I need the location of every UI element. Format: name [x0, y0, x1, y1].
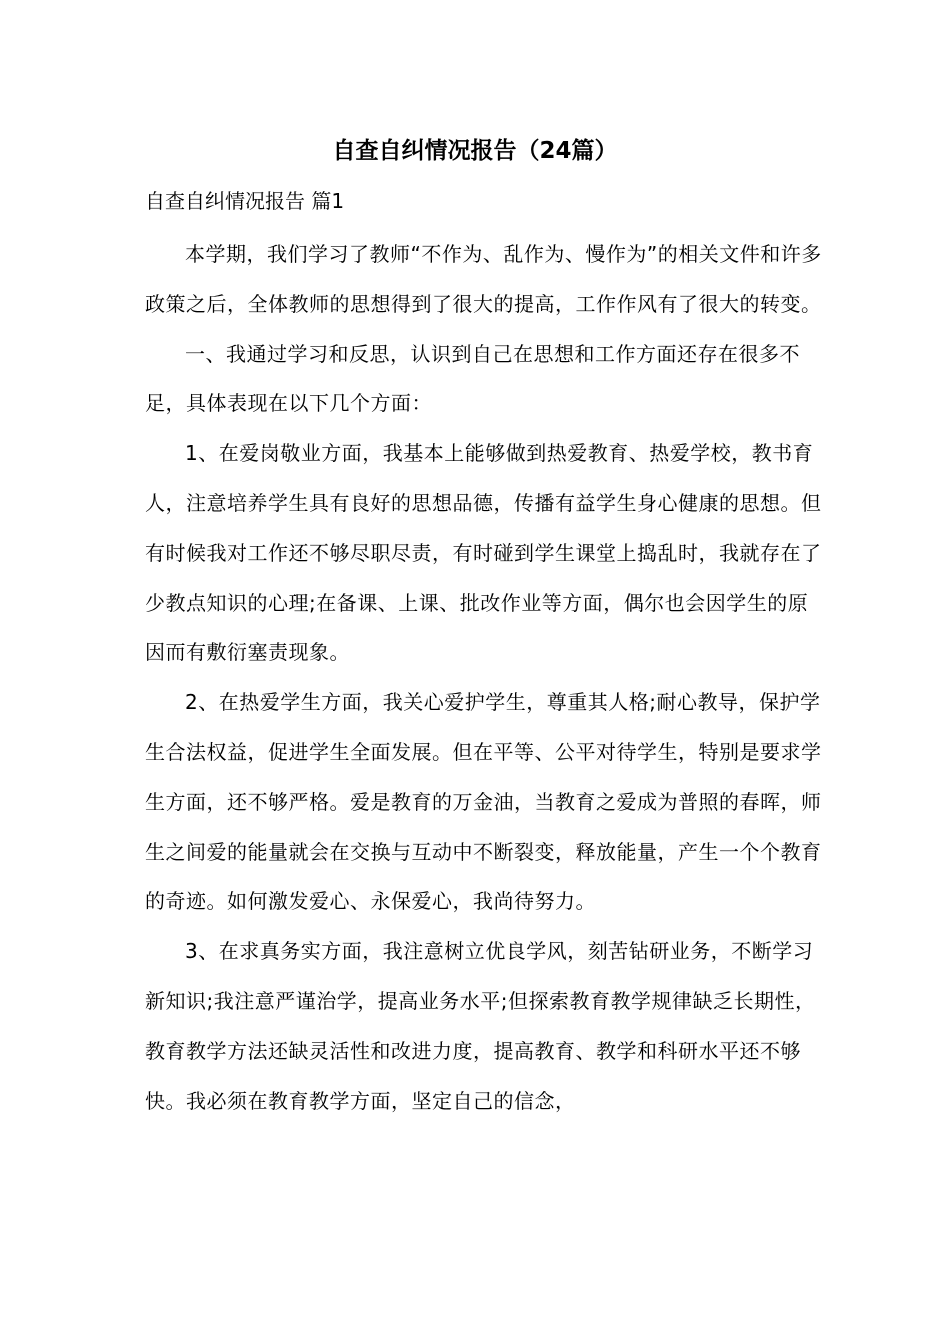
- paragraph-item-1: 1、在爱岗敬业方面，我基本上能够做到热爱教育、热爱学校，教书育人，注意培养学生具有良好的思想品德，传播有益学生身心健康的思想。但有时候我对工作还不够尽职尽责，有时碰到学生课堂上捣乱时，我就存在了少教点知识的心理;在备课、上课、批改作业等方面，偶尔也会因学生的原因而有敷衍塞责现象。: [145, 441, 822, 665]
- document-body: [145, 230, 825, 1126]
- paragraph-item-3: 3、在求真务实方面，我注意树立优良学风，刻苦钻研业务，不断学习新知识;我注意严谨治学，提高业务水平;但探索教育教学规律缺乏长期性，教育教学方法还缺灵活性和改进力度，提高教育、教学和科研水平还不够快。我必须在教育教学方面，坚定自己的信念，: [145, 939, 816, 1113]
- document-title: 自查自纠情况报告（24篇）: [332, 138, 618, 164]
- paragraph-section-one: 一、我通过学习和反思，认识到自己在思想和工作方面还存在很多不足，具体表现在以下几个方面：: [145, 341, 800, 416]
- section-heading: 自查自纠情况报告 篇1: [145, 189, 345, 213]
- paragraph-item-2: 2、在热爱学生方面，我关心爱护学生，尊重其人格;耐心教导，保护学生合法权益，促进学生全面发展。但在平等、公平对待学生，特别是要求学生方面，还不够严格。爱是教育的万金油，当教育之爱成为普照的春晖，师生之间爱的能量就会在交换与互动中不断裂变，释放能量，产生一个个教育的奇迹。如何激发爱心、永保爱心，我尚待努力。: [145, 690, 822, 914]
- paragraph-intro: 本学期，我们学习了教师“不作为、乱作为、慢作为”的相关文件和许多政策之后，全体教师的思想得到了很大的提高，工作作风有了很大的转变。: [145, 242, 822, 316]
